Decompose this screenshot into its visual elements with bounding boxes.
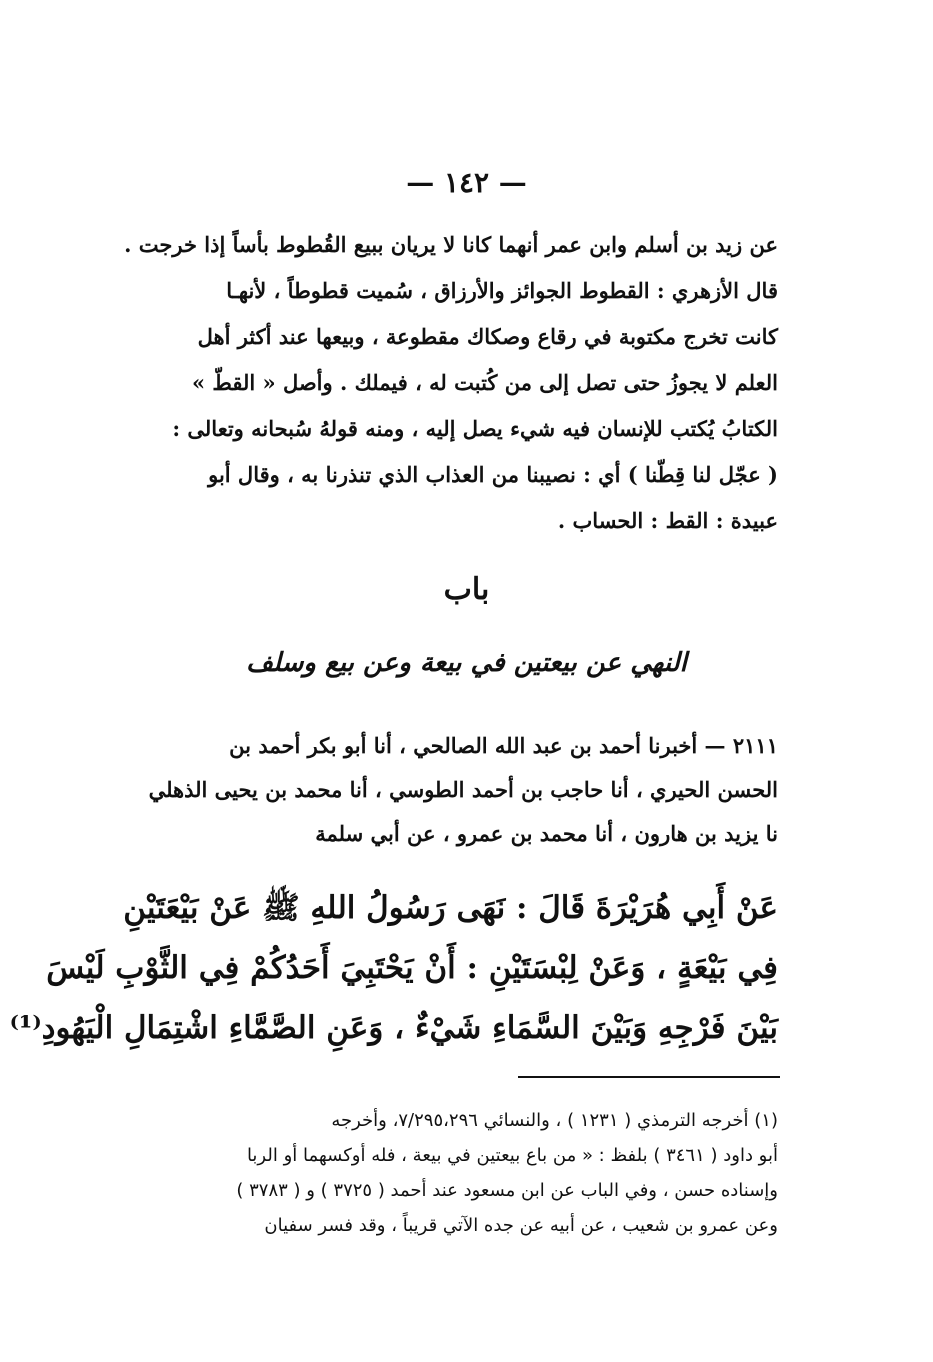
text-line: عن زيد بن أسلم وابن عمر أنهما كانا لا يريان ببيع القُطوط بأساً إذا خرجت . [124,232,778,257]
footnotes [126,1103,778,1243]
footnote-line: (١) أخرجه الترمذي ( ١٢٣١ ) ، والنسائي ٧/٢٩٥،٢٩٦، وأخرجه [331,1110,778,1131]
text-line: العلم لا يجوزُ حتى تصل إلى من كُتبت له ، فيملك . وأصل « القطّ » [191,370,778,395]
text-line: قال الأزهري : القطوط الجوائز والأرزاق ، سُميت قطوطاً ، لأنهـا [226,278,778,303]
footnote-line: وعن عمرو بن شعيب ، عن أبيه عن جده الآتي قريباً ، وقد فسر سفيان [264,1215,778,1236]
text-line: ٢١١١ — أخبرنا أحمد بن عبد الله الصالحي ، أنا أبو بكر أحمد بن [229,733,778,758]
page-number: — ١٤٢ — [406,166,527,199]
chapter-title: النهي عن بيعتين في بيعة وعن بيع وسلف [246,648,687,678]
hadith-text [9,878,778,1058]
text-line: عَنْ أَبِي هُرَيْرَةَ قَالَ : نَهَى رَسُولُ اللهِ ﷺ عَنْ بَيْعَتَيْنِ [123,890,778,926]
chapter-label: باب [443,572,490,607]
footnote-line: وإسناده حسن ، وفي الباب عن ابن مسعود عند أحمد ( ٣٧٢٥ ) و ( ٣٧٨٣ ) [236,1180,778,1201]
text-line: فِي بَيْعَةٍ ، وَعَنْ لِبْسَتَيْنِ : أَنْ يَحْتَبِيَ أَحَدُكُمْ فِي الثَّوْبِ لَيْسَ [46,950,778,986]
text-line: نا يزيد بن هارون ، أنا محمد بن عمرو ، عن أبي سلمة [315,821,778,846]
text-line: ( عجّل لنا قِطّنا ) أي : نصيبنا من العذاب الذي تنذرنا به ، وقال أبو [208,462,778,487]
text-line: بَيْنَ فَرْجِهِ وَبَيْنَ السَّمَاءِ شَيْءٌ ، وَعَنِ الصَّمَّاءِ اشْتِمَالِ الْيَهُودِ⁽¹⁾ [9,1010,778,1046]
footnote-line: أبو داود ( ٣٤٦١ ) بلفظ : « من باع بيعتين في بيعة ، فله أوكسهما أو الربا [246,1145,778,1166]
text-line: عبيدة : القط : الحساب . [557,508,778,533]
text-line: الحسن الحيري ، أنا حاجب بن أحمد الطوسي ، أنا محمد بن يحيى الذهلي [148,777,778,802]
text-line: الكتابُ يُكتب للإنسان فيه شيء يصل إليه ، ومنه قولهُ سُبحانه وتعالى : [172,416,778,441]
text-line: كانت تخرج مكتوبة في رقاع وصكاك مقطوعة ، وبيعها عند أكثر أهل [197,324,778,349]
isnad-paragraph [126,724,778,856]
footnote-divider [518,1076,780,1078]
commentary-paragraph [126,222,778,544]
